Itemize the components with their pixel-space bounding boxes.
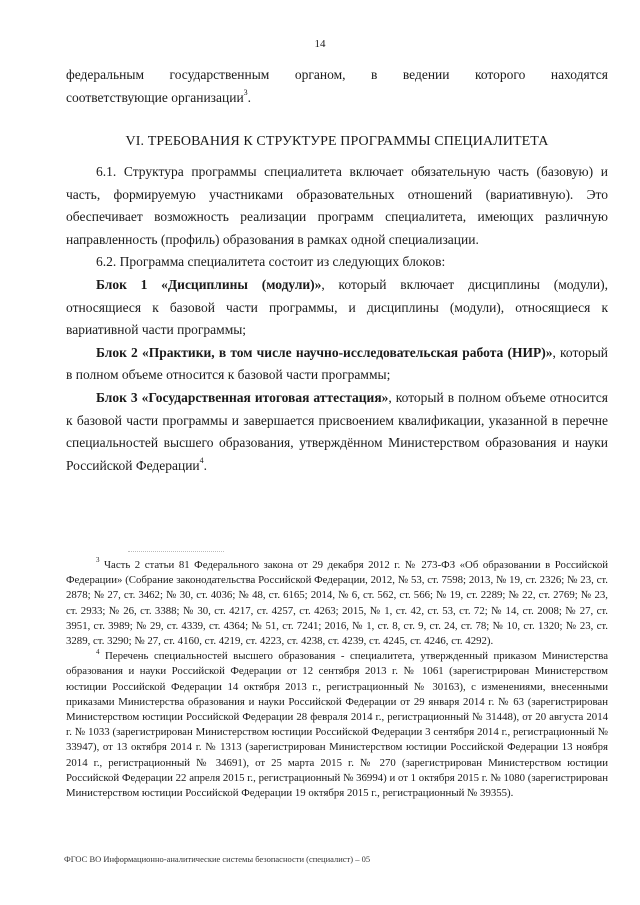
footnote-4 — [66, 649, 608, 801]
section-body — [66, 161, 608, 477]
footnote-3-text: Часть 2 статьи 81 Федерального закона от 29 декабря 2012 г. № 273-ФЗ «Об образовании в Российской Федерации» (Собрание законодательства Российской Федерации, 2012, № 53, ст. 7598; 2013, № 19, ст. 2326; № 23, ст. 2878; № 27, ст. 3462; № 30, ст. 4036; № 48, ст. 6165; 2014, № 6, ст. 562, ст. 566; № 19, ст. 2289; № 22, ст. 2769; № 23, ст. 2933; № 26, ст. 3388; № 30, ст. 4217, ст. 4257, ст. 4263; 2015, № 1, ст. 42, ст. 53, ст. 72; № 14, ст. 2008; № 27, ст. 3951, ст. 3989; № 29, ст. 4339, ст. 4364; № 51, ст. 7241; 2016, № 1, ст. 8, ст. 9, ст. 24, ст. 78; № 10, ст. 1320; № 23, ст. 3289, ст. 3290; № 27, ст. 4160, ст. 4219, ст. 4223, ст. 4238, ст. 4239, ст. 4245, ст. 4246, ст. 4292). — [66, 559, 608, 648]
page-footer: ФГОС ВО Информационно-аналитические системы безопасности (специалист) – 05 — [64, 854, 371, 864]
footnote-3-marker: 3 — [96, 556, 100, 565]
footnote-4-text: Перечень специальностей высшего образования - специалитета, утвержденный приказом Министерства образования и науки Российской Федерации от 12 сентября 2013 г. № 1061 (зарегистрирован Министерством юстиции Российской Федерации 14 октября 2013 г., регистрационный № 30163), с изменениями, внесенными приказами Министерства образования и науки Российской Федерации от 29 января 2014 г. № 63 (зарегистрирован Министерством юстиции Российской Федерации 28 февраля 2014 г., регистрационный № 31448), от 20 августа 2014 г. № 1033 (зарегистрирован Министерством юстиции Российской Федерации 3 сентября 2014 г., регистрационный № 33947), от 13 октября 2014 г. № 1313 (зарегистрирован Министерством юстиции Российской Федерации 13 ноября 2014 г., регистрационный № 34691), от 25 марта 2015 г. № 270 (зарегистрирован Министерством юстиции Российской Федерации 22 апреля 2015 г., регистрационный № 36994) и от 1 октября 2015 г. № 1080 (зарегистрирован Министерством юстиции Российской Федерации 19 октября 2015 г., регистрационный № 39355). — [66, 650, 608, 800]
paragraph-6-2: 6.2. Программа специалитета состоит из следующих блоков: — [96, 254, 446, 270]
block-1-text: , который включает дисциплины (модули), относящиеся к базовой части программы, и дисциплины (модули), относящиеся к вариативной части программы; — [66, 276, 608, 338]
block-1-paragraph — [66, 274, 608, 342]
block-2-text: , который в полном объеме относится к базовой части программы; — [66, 344, 608, 383]
page-number: 14 — [314, 38, 326, 50]
intro-line-2-text: соответствующие организации — [66, 89, 244, 105]
footnote-ref-4[interactable]: 4 — [199, 456, 204, 466]
paragraph-6-1: 6.1. Структура программы специалитета включает обязательную часть (базовую) и часть, формируемую участниками образовательных отношений (вариативную). Это обеспечивает возможность реализации программ специалитета, имеющих различную направленность (профиль) образования в рамках одной специализации. — [66, 164, 608, 247]
intro-line-1: федеральным государственным органом, в ведении которого находятся — [66, 67, 608, 82]
block-3-text: , который в полном объеме относится к базовой части программы и завершается присвоением квалификации, указанной в перечне специальностей высшего образования, утверждённом Министерством образования и науки Российской Федерации — [66, 389, 608, 473]
section-heading: VI. ТРЕБОВАНИЯ К СТРУКТУРЕ ПРОГРАММЫ СПЕЦИАЛИТЕТА — [125, 134, 549, 149]
intro-paragraph — [66, 64, 608, 109]
footnote-4-marker: 4 — [96, 647, 100, 656]
block-3-paragraph — [66, 387, 608, 477]
block-2-title: Блок 2 «Практики, в том числе научно-исследовательская работа (НИР)» — [96, 344, 553, 360]
footnote-ref-3[interactable]: 3 — [243, 88, 248, 98]
footnote-separator — [128, 551, 224, 552]
block-2-paragraph — [66, 342, 608, 387]
block-1-title: Блок 1 «Дисциплины (модули)» — [96, 276, 322, 292]
intro-line-2 — [66, 87, 608, 110]
intro-line-2-end: . — [247, 89, 252, 105]
footnote-3 — [66, 558, 608, 649]
footnotes — [66, 558, 608, 801]
block-3-end: . — [203, 457, 208, 473]
block-3-title: Блок 3 «Государственная итоговая аттестация» — [96, 389, 389, 405]
